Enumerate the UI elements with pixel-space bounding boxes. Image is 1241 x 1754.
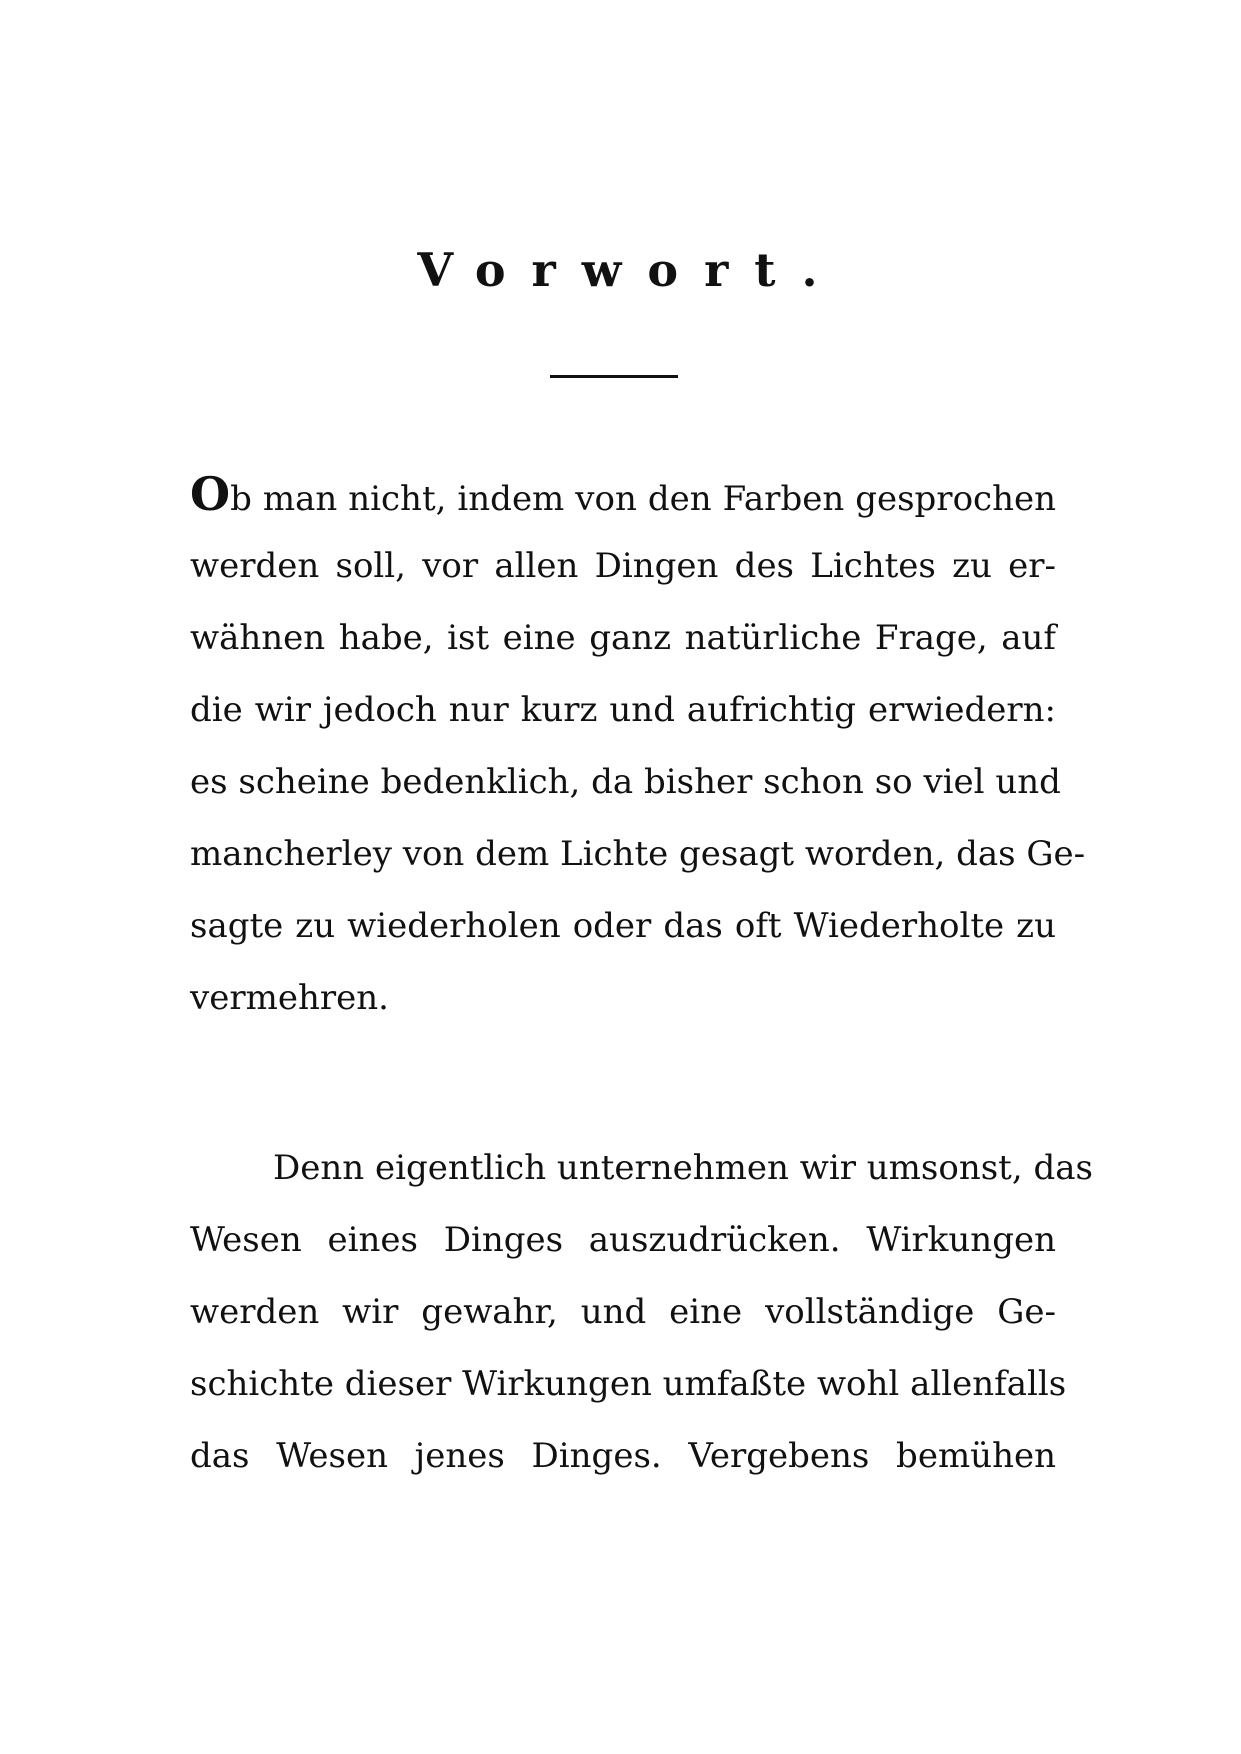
paragraph-1-line-8: vermehren.	[190, 978, 389, 1018]
paragraph-2-line-5: das Wesen jenes Dinges. Vergebens bemühen	[190, 1436, 1056, 1476]
paragraph-1-line-7: sagte zu wiederholen oder das oft Wiederholte zu	[190, 906, 1056, 946]
page-title: Vorwort.	[417, 243, 844, 297]
title-rule	[550, 375, 678, 378]
paragraph-1-line-3: wähnen habe, ist eine ganz natürliche Frage, auf	[190, 618, 1056, 658]
paragraph-1-line-2: werden soll, vor allen Dingen des Lichtes zu er-	[190, 546, 1056, 586]
drop-cap: O	[190, 467, 231, 521]
paragraph-1-line-6: mancherley von dem Lichte gesagt worden, das Ge-	[190, 834, 1086, 874]
paragraph-2-line-2: Wesen eines Dinges auszudrücken. Wirkungen	[190, 1220, 1056, 1260]
paragraph-2-line-4: schichte dieser Wirkungen umfaßte wohl allenfalls	[190, 1364, 1067, 1404]
paragraph-1-line-5: es scheine bedenklich, da bisher schon so viel und	[190, 762, 1061, 802]
paragraph-2-line-1: Denn eigentlich unternehmen wir umsonst, das	[273, 1148, 1093, 1188]
line-text: b man nicht, indem von den Farben gesprochen	[230, 479, 1056, 519]
paragraph-1-line-1	[190, 466, 1056, 522]
paragraph-1-line-4: die wir jedoch nur kurz und aufrichtig erwiedern:	[190, 690, 1056, 730]
paragraph-2-line-3: werden wir gewahr, und eine vollständige Ge-	[190, 1292, 1056, 1332]
